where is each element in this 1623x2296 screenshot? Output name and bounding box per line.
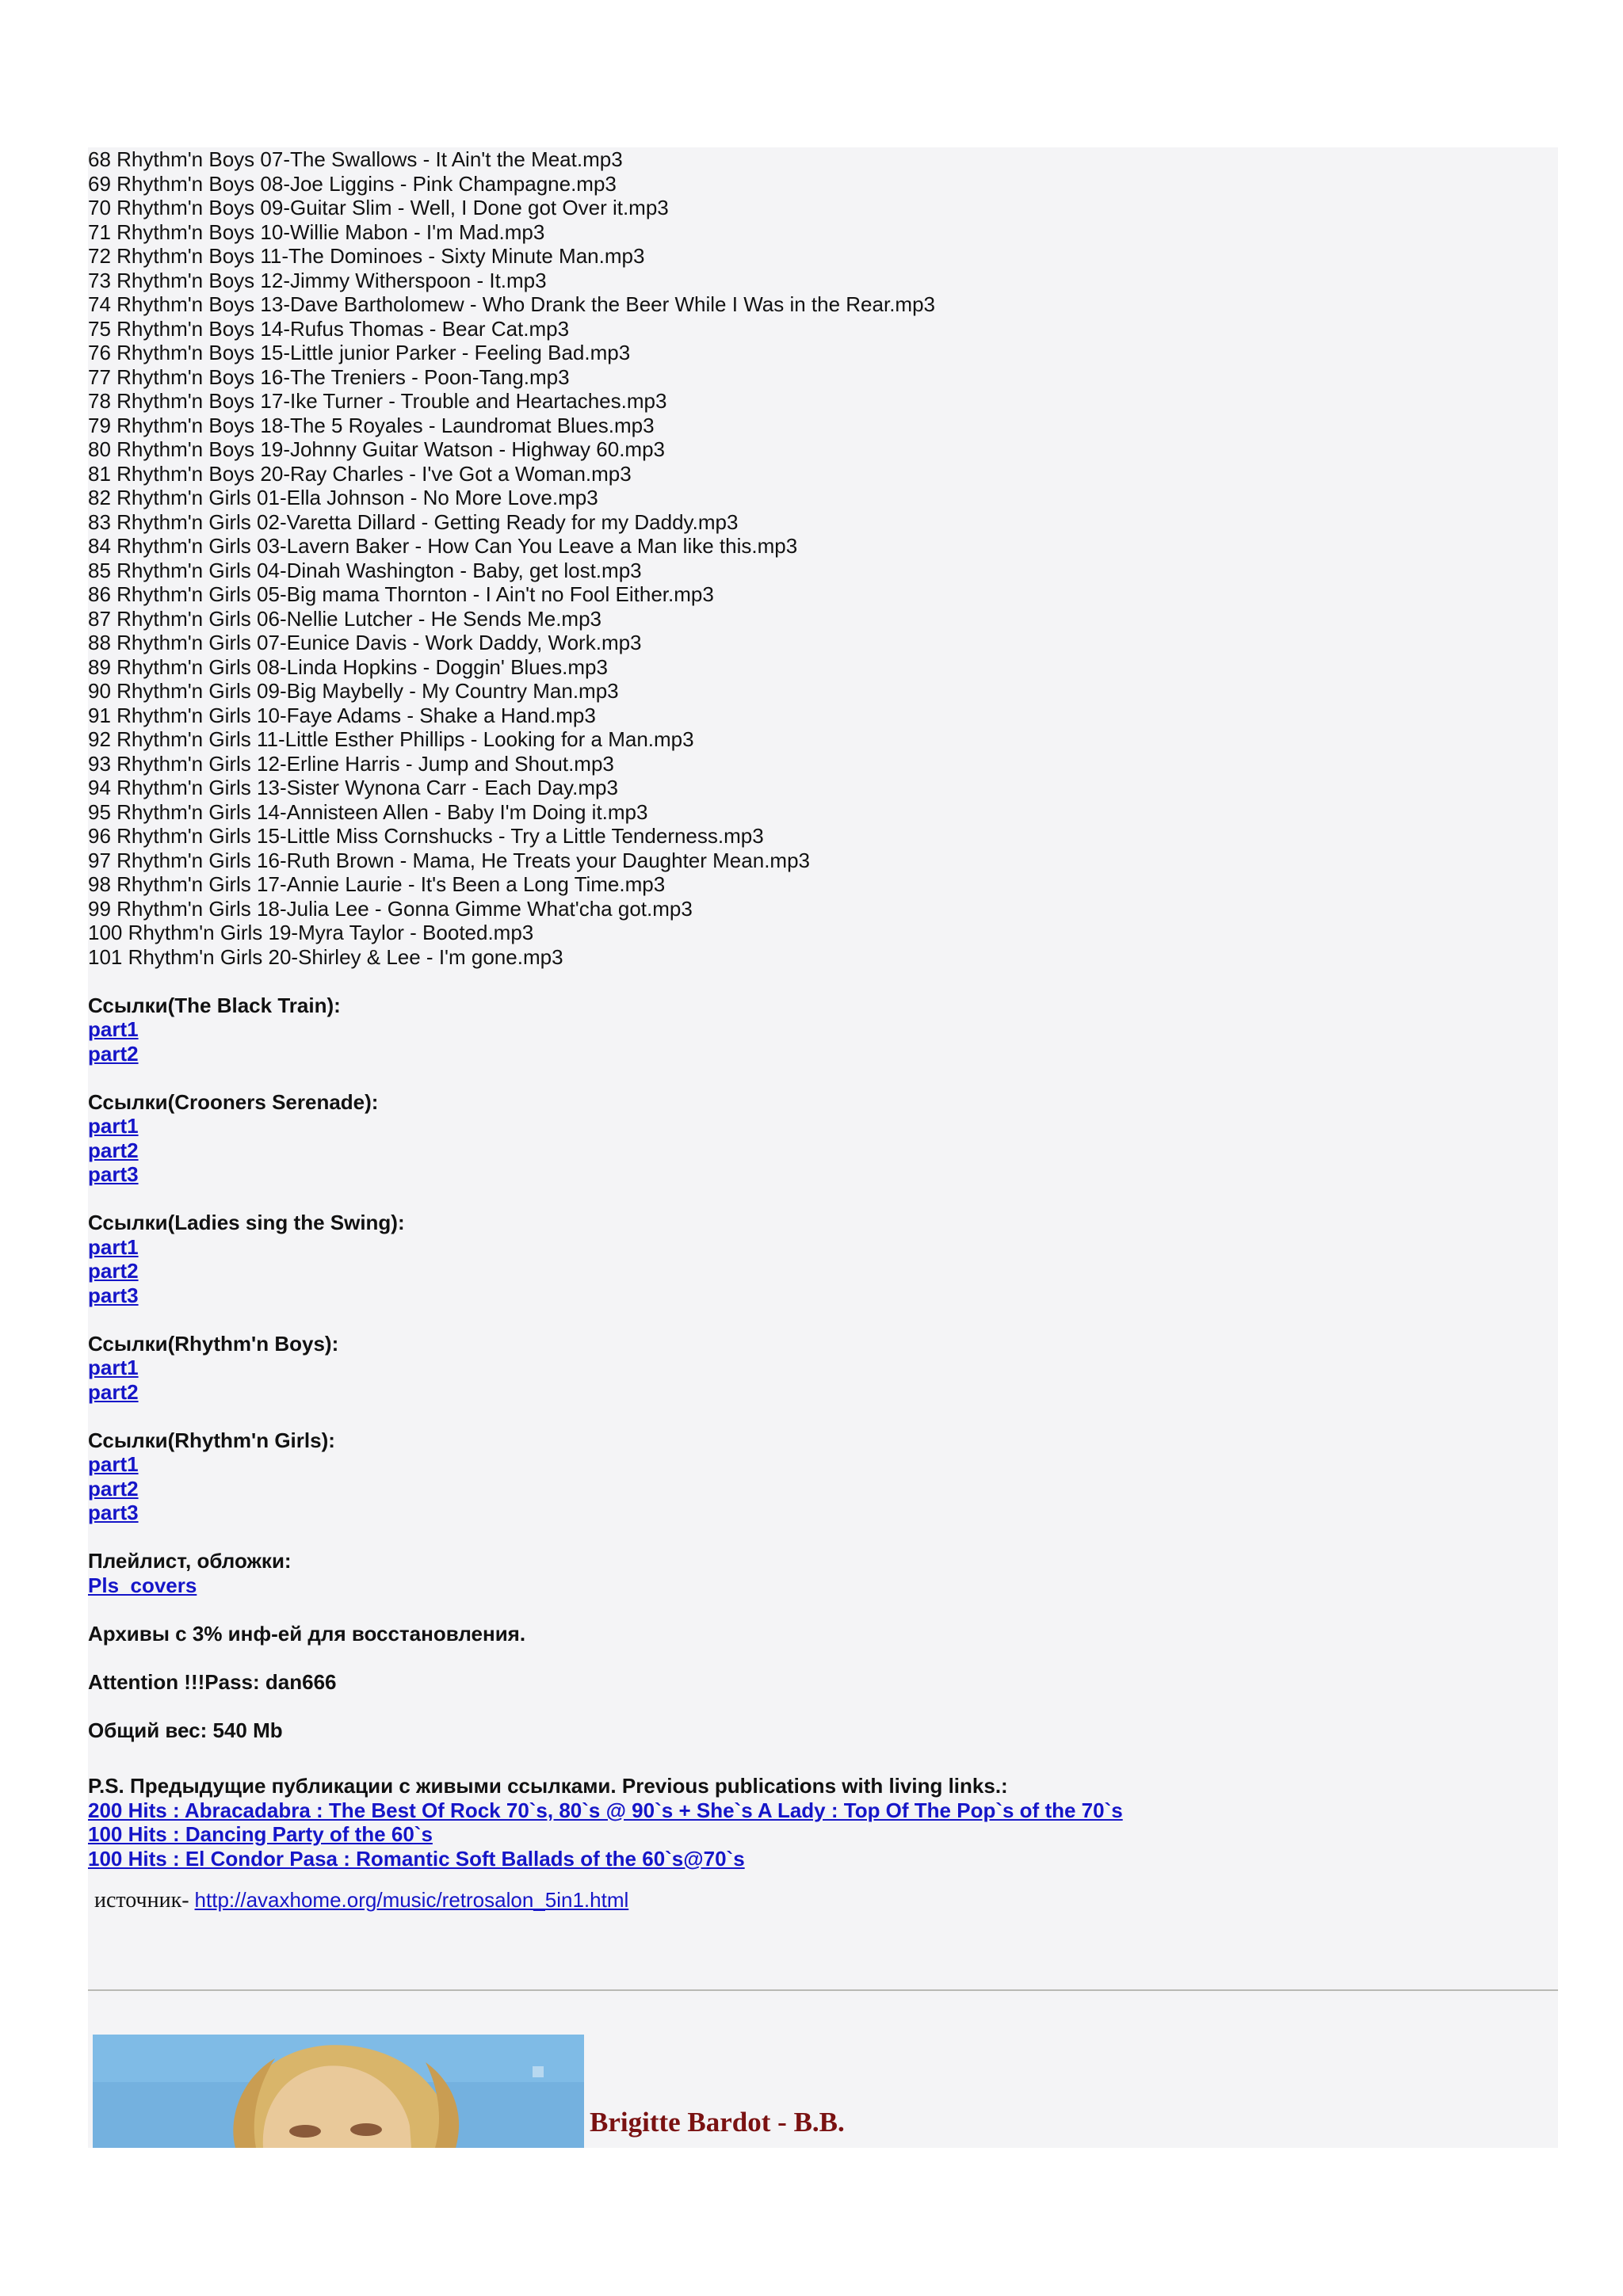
track-item: 96 Rhythm'n Girls 15-Little Miss Cornshucks - Try a Little Tenderness.mp3 [88,824,764,848]
total-size: Общий вес: 540 Mb [88,1718,283,1742]
track-item: 83 Rhythm'n Girls 02-Varetta Dillard - Getting Ready for my Daddy.mp3 [88,509,739,534]
track-item: 86 Rhythm'n Girls 05-Big mama Thornton - I Ain't no Fool Either.mp3 [88,582,714,606]
track-item: 90 Rhythm'n Girls 09-Big Maybelly - My Country Man.mp3 [88,679,619,703]
track-item: 81 Rhythm'n Boys 20-Ray Charles - I've Got a Woman.mp3 [88,461,632,486]
source-line [88,1888,1546,1913]
spacer [88,1404,1546,1428]
track-item: 75 Rhythm'n Boys 14-Rufus Thomas - Bear Cat.mp3 [88,316,570,341]
download-part-link[interactable]: part2 [88,1041,139,1066]
password-note: Attention !!!Pass: dan666 [88,1669,337,1694]
spacer [88,1066,1546,1090]
download-link-groups [88,994,1546,1525]
track-item: 70 Rhythm'n Boys 09-Guitar Slim - Well, I Done got Over it.mp3 [88,196,669,219]
spacer [88,1187,1546,1211]
track-item: 100 Rhythm'n Girls 19-Myra Taylor - Booted.mp3 [88,921,534,944]
track-item: 95 Rhythm'n Girls 14-Annisteen Allen - Baby I'm Doing it.mp3 [88,799,648,824]
download-part-link[interactable]: part1 [88,1114,139,1138]
track-item: 77 Rhythm'n Boys 16-The Treniers - Poon-Tang.mp3 [88,364,570,389]
link-group-heading: Ссылки(Rhythm'n Boys): [88,1331,339,1356]
track-item: 98 Rhythm'n Girls 17-Annie Laurie - It's Been a Long Time.mp3 [88,872,666,896]
download-part-link[interactable]: part1 [88,1017,139,1041]
next-post-title[interactable]: Brigitte Bardot - B.B. [590,2107,845,2138]
previous-publication-link[interactable]: 100 Hits : El Condor Pasa : Romantic Soft Ballads of the 60`s@70`s [88,1846,745,1871]
post-content [88,147,1546,1913]
download-part-link[interactable]: part3 [88,1283,139,1307]
playlist-covers-link[interactable]: Pls_covers [88,1573,197,1597]
track-item: 84 Rhythm'n Girls 03-Lavern Baker - How Can You Leave a Man like this.mp3 [88,534,798,558]
spacer [88,1307,1546,1332]
spacer [88,1742,1546,1774]
source-url-link[interactable]: http://avaxhome.org/music/retrosalon_5in1.html [194,1888,629,1912]
track-item: 71 Rhythm'n Boys 10-Willie Mabon - I'm Mad.mp3 [88,219,545,244]
download-part-link[interactable]: part2 [88,1138,139,1162]
spacer [88,969,1546,994]
album-cover-illustration [93,2035,584,2148]
track-item: 101 Rhythm'n Girls 20-Shirley & Lee - I'm gone.mp3 [88,944,563,969]
spacer [88,1646,1546,1670]
track-item: 92 Rhythm'n Girls 11-Little Esther Phillips - Looking for a Man.mp3 [88,727,694,751]
track-item: 73 Rhythm'n Boys 12-Jimmy Witherspoon - It.mp3 [88,268,547,292]
track-item: 89 Rhythm'n Girls 08-Linda Hopkins - Doggin' Blues.mp3 [88,654,608,679]
link-group-heading: Ссылки(The Black Train): [88,993,341,1017]
previous-publications-links [88,1798,1546,1871]
track-item: 94 Rhythm'n Girls 13-Sister Wynona Carr - Each Day.mp3 [88,776,618,799]
link-group-heading: Ссылки(Rhythm'n Girls): [88,1428,335,1452]
track-item: 80 Rhythm'n Boys 19-Johnny Guitar Watson - Highway 60.mp3 [88,437,665,461]
album-cover-image [93,2035,584,2148]
download-part-link[interactable]: part2 [88,1379,139,1404]
track-item: 88 Rhythm'n Girls 07-Eunice Davis - Work Daddy, Work.mp3 [88,631,642,654]
track-item: 85 Rhythm'n Girls 04-Dinah Washington - Baby, get lost.mp3 [88,558,642,582]
download-part-link[interactable]: part3 [88,1501,139,1524]
archive-note: Архивы с 3% инф-ей для восстановления. [88,1621,526,1646]
source-label: источник- [94,1888,195,1913]
spacer [88,1694,1546,1718]
track-list [88,147,1546,969]
track-item: 99 Rhythm'n Girls 18-Julia Lee - Gonna Gimme What'cha got.mp3 [88,896,693,921]
spacer [88,1597,1546,1622]
track-item: 79 Rhythm'n Boys 18-The 5 Royales - Laundromat Blues.mp3 [88,413,655,437]
previous-publication-link[interactable]: 200 Hits : Abracadabra : The Best Of Rock 70`s, 80`s @ 90`s + She`s A Lady : Top Of The Pop`s of the 70`s [88,1798,1123,1822]
track-item: 87 Rhythm'n Girls 06-Nellie Lutcher - He Sends Me.mp3 [88,606,602,631]
track-item: 69 Rhythm'n Boys 08-Joe Liggins - Pink Champagne.mp3 [88,171,617,196]
download-part-link[interactable]: part1 [88,1234,139,1259]
download-part-link[interactable]: part1 [88,1356,139,1379]
playlist-heading: Плейлист, обложки: [88,1549,292,1573]
link-group-heading: Ссылки(Crooners Serenade): [88,1089,379,1114]
track-item: 76 Rhythm'n Boys 15-Little junior Parker - Feeling Bad.mp3 [88,341,631,364]
spacer [88,1525,1546,1550]
previous-publication-link[interactable]: 100 Hits : Dancing Party of the 60`s [88,1822,433,1846]
link-group-heading: Ссылки(Ladies sing the Swing): [88,1211,405,1234]
track-item: 91 Rhythm'n Girls 10-Faye Adams - Shake a Hand.mp3 [88,703,596,727]
track-item: 72 Rhythm'n Boys 11-The Dominoes - Sixty Minute Man.mp3 [88,244,645,268]
download-part-link[interactable]: part1 [88,1452,139,1476]
track-item: 82 Rhythm'n Girls 01-Ella Johnson - No More Love.mp3 [88,486,598,509]
track-item: 93 Rhythm'n Girls 12-Erline Harris - Jump and Shout.mp3 [88,751,614,776]
download-part-link[interactable]: part2 [88,1259,139,1283]
track-item: 74 Rhythm'n Boys 13-Dave Bartholomew - Who Drank the Beer While I Was in the Rear.mp3 [88,292,935,316]
post-divider [88,1989,1558,1991]
previous-publications-heading: P.S. Предыдущие публикации с живыми ссылками. Previous publications with living links.: [88,1774,1008,1798]
download-part-link[interactable]: part2 [88,1476,139,1501]
download-part-link[interactable]: part3 [88,1162,139,1186]
track-item: 97 Rhythm'n Girls 16-Ruth Brown - Mama, He Treats your Daughter Mean.mp3 [88,848,810,872]
track-item: 68 Rhythm'n Boys 07-The Swallows - It Ain't the Meat.mp3 [88,147,623,171]
track-item: 78 Rhythm'n Boys 17-Ike Turner - Trouble and Heartaches.mp3 [88,389,667,413]
